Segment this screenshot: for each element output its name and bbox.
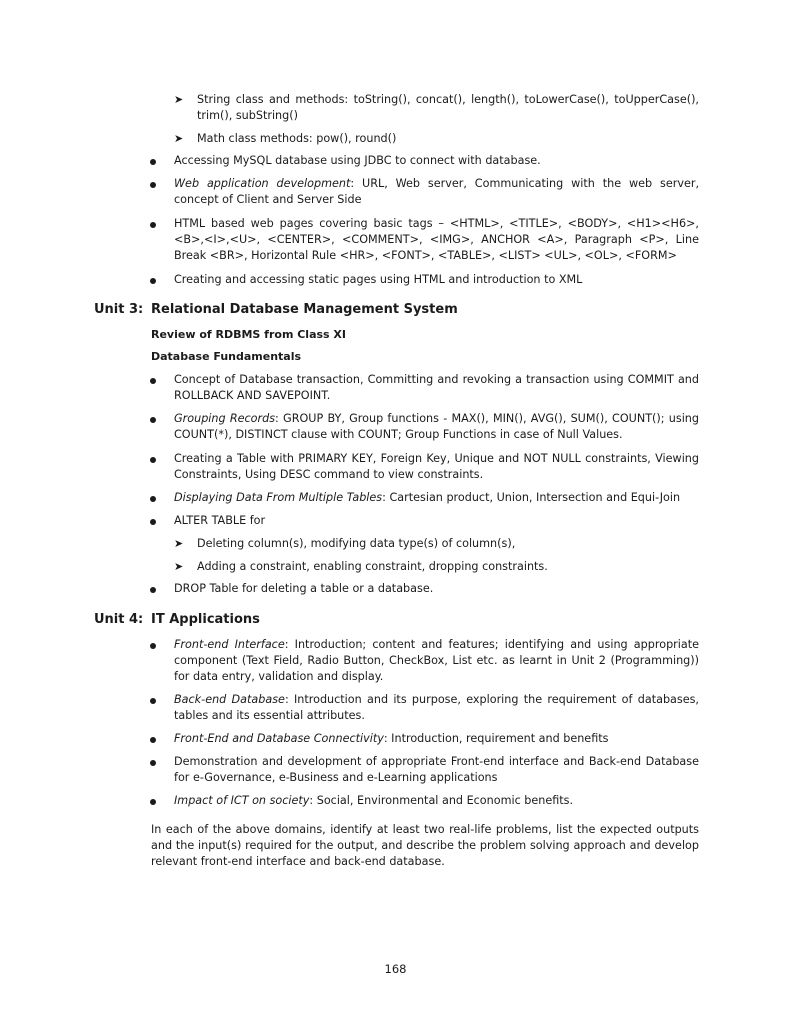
text-front-end: : Introduction; content and features; identifying and using appropriate component (Text Field, Radio Button, CheckBox, List etc. as learnt in Unit 2 (Programming)) for data entry, validation and display. [174,638,699,684]
closing-paragraph: In each of the above domains, identify at least two real-life problems, list the expected outputs and the input(s) required for the output, and describe the problem solving approach and develop relevant front-end interface and back-end database. [151,823,699,869]
bullet-icon [150,737,156,743]
term-connectivity: Front-End and Database Connectivity [174,732,384,745]
list-item-impact-ict [174,793,699,809]
bullet-icon [150,760,156,766]
list-subitem-string-class: String class and methods: toString(), concat(), length(), toLowerCase(), toUpperCase(), trim(), subString() [197,93,699,123]
bullet-icon [150,519,156,525]
arrow-bullet-icon: ➤ [174,93,184,106]
term-multiple-tables: Displaying Data From Multiple Tables [174,491,383,504]
bullet-icon [150,417,156,423]
bullet-icon [150,587,156,593]
term-back-end: Back-end Database [174,693,285,706]
bullet-icon [150,182,156,188]
list-item-web-application [174,176,699,208]
arrow-bullet-icon: ➤ [174,132,184,145]
review-heading: Review of RDBMS from Class XI [151,328,347,341]
list-subitem-math-class: Math class methods: pow(), round() [197,132,397,145]
bullet-icon [150,643,156,649]
unit-3-number: Unit 3: [94,302,144,317]
bullet-icon [150,457,156,463]
text-grouping-records: : GROUP BY, Group functions - MAX(), MIN(), AVG(), SUM(), COUNT(); using COUNT(*), DISTINCT clause with COUNT; Group Functions in case of Null Values. [174,412,700,442]
list-item-front-end [174,637,699,686]
page-number: 168 [384,962,407,976]
list-item-demonstration: Demonstration and development of appropriate Front-end interface and Back-end Database for e-Governance, e-Business and e-Learning applications [174,755,699,785]
bullet-icon [150,799,156,805]
arrow-bullet-icon: ➤ [174,537,184,550]
list-item-create-table: Creating a Table with PRIMARY KEY, Foreign Key, Unique and NOT NULL constraints, Viewing Constraints, Using DESC command to view constraints. [174,452,699,482]
fundamentals-heading: Database Fundamentals [151,350,302,363]
text-connectivity: : Introduction, requirement and benefits [383,732,609,745]
list-item-connectivity [174,731,699,747]
list-item-html-tags: HTML based web pages covering basic tags – <HTML>, <TITLE>, <BODY>, <H1><H6>, <B>,<I>,<U>, <CENTER>, <COMMENT>, <IMG>, ANCHOR <A>, Paragraph <P>, Line Break <BR>, Horizontal Rule <HR>, <FONT>, <TABLE>, <LIST> <UL>, <OL>, <FORM> [174,217,699,263]
list-item-drop-table: DROP Table for deleting a table or a database. [174,582,434,595]
list-subitem-deleting-columns: Deleting column(s), modifying data type(s) of column(s), [197,537,516,550]
bullet-icon [150,222,156,228]
bullet-icon [150,496,156,502]
list-item-mysql-jdbc: Accessing MySQL database using JDBC to connect with database. [174,154,541,167]
term-grouping-records: Grouping Records [174,412,276,425]
bullet-icon [150,698,156,704]
list-item-back-end [174,692,699,724]
bullet-icon [150,378,156,384]
list-subitem-constraints: Adding a constraint, enabling constraint, dropping constraints. [197,560,548,573]
list-item-multiple-tables [174,490,699,506]
bullet-icon [150,159,156,165]
unit-4-number: Unit 4: [94,612,144,627]
arrow-bullet-icon: ➤ [174,560,184,573]
text-impact-ict: : Social, Environmental and Economic benefits. [309,794,574,807]
term-front-end: Front-end Interface [174,638,285,651]
unit-3-title: Relational Database Management System [151,302,458,317]
list-item-transactions: Concept of Database transaction, Committing and revoking a transaction using COMMIT and ROLLBACK AND SAVEPOINT. [174,373,699,403]
text-back-end: : Introduction and its purpose, exploring the requirement of databases, tables and its essential attributes. [174,693,699,723]
text-web-application: : URL, Web server, Communicating with the web server, concept of Client and Server Side [174,177,699,207]
list-item-alter-table: ALTER TABLE for [174,514,266,527]
unit-4-title: IT Applications [151,612,260,627]
term-impact-ict: Impact of ICT on society [174,794,310,807]
list-item-static-pages: Creating and accessing static pages using HTML and introduction to XML [174,273,583,286]
text-multiple-tables: : Cartesian product, Union, Intersection and Equi-Join [382,491,681,504]
term-web-application: Web application development [174,177,351,190]
bullet-icon [150,278,156,284]
list-item-grouping-records [174,411,699,443]
